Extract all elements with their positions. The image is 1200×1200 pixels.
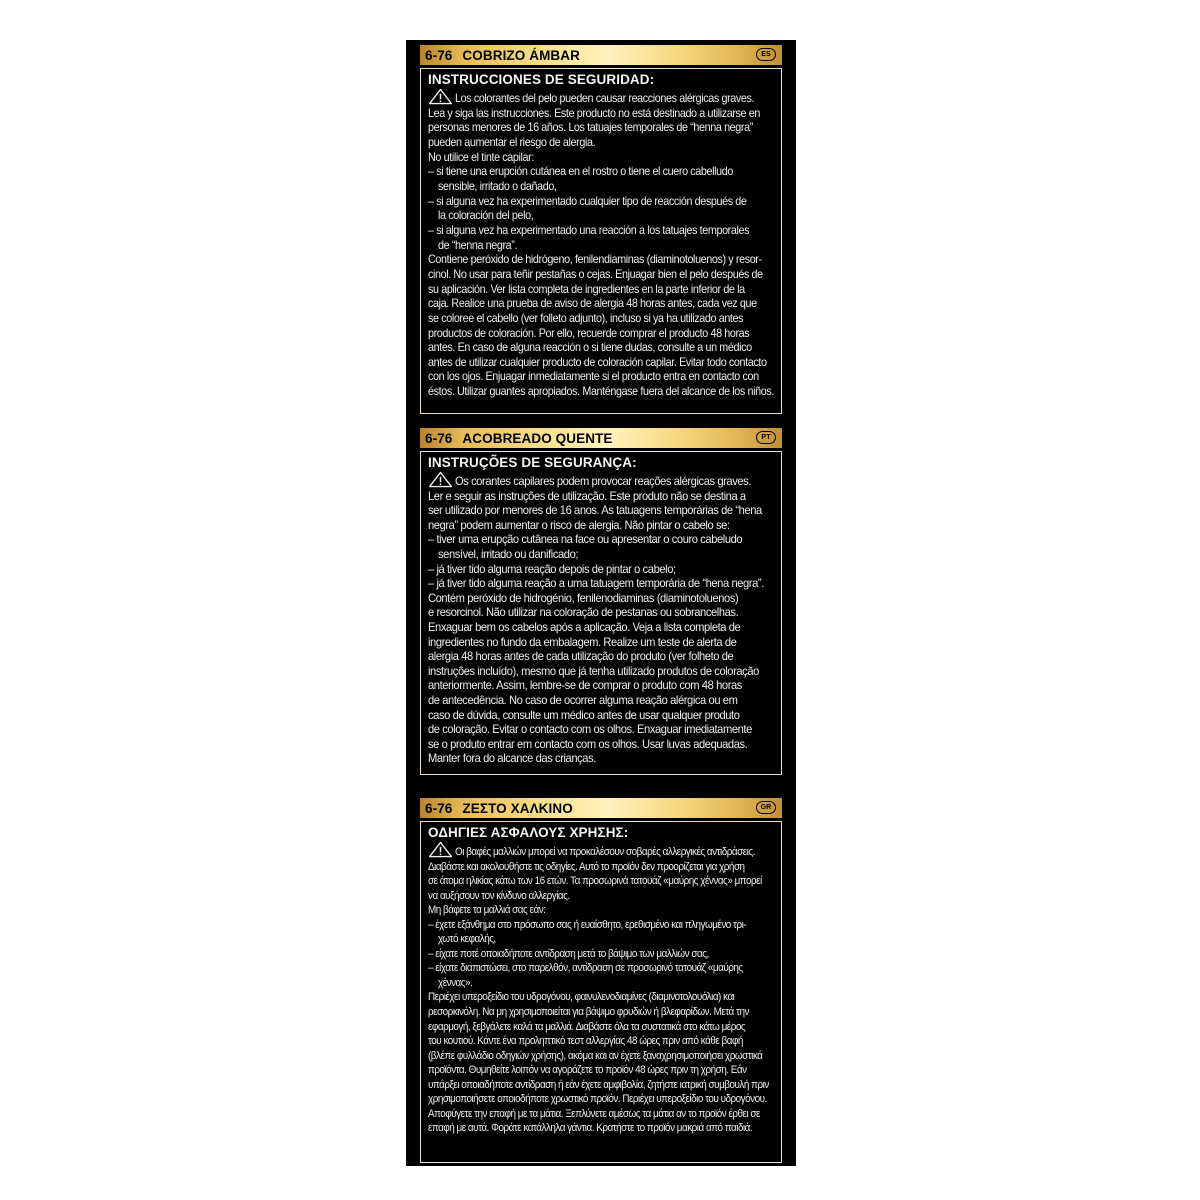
warning-triangle-icon	[428, 88, 453, 105]
text-line	[428, 693, 774, 708]
language-badge: ES	[756, 48, 776, 61]
text-line	[428, 1092, 774, 1107]
text-line	[428, 932, 774, 947]
text-line-content: negra” podem aumentar o risco de alergia. Não pintar o cabelo se:	[428, 517, 730, 532]
text-line-content: productos de coloración. Por ello, recuerde comprar el producto 48 horas	[428, 326, 750, 340]
text-line-content: antes. En caso de alguna reacción o si tiene dudas, consulte a un médico	[428, 341, 752, 355]
text-line	[428, 605, 774, 620]
text-line	[428, 356, 774, 371]
text-line	[428, 947, 774, 962]
text-line	[428, 860, 774, 875]
text-line	[428, 283, 774, 298]
safety-text	[428, 471, 774, 766]
text-line-content: να αυξήσουν τον κίνδυνο αλλεργίας.	[428, 889, 570, 902]
shade-name: COBRIZO ÁMBAR	[462, 47, 580, 63]
language-badge: GR	[756, 801, 776, 814]
text-line	[428, 209, 774, 224]
text-line-content: de coloração. Evitar o contacto com os olhos. Enxaguar imediatamente	[428, 722, 752, 737]
text-line	[428, 165, 774, 180]
text-line-content: – já tiver tido alguma reação a uma tatuagem temporária de “hena negra”.	[428, 576, 764, 591]
text-line-content: antes de utilizar cualquier producto de coloración capilar. Evitar todo contacto	[428, 355, 767, 369]
text-line	[428, 327, 774, 342]
text-line-content: – já tiver tido alguma reação depois de pintar o cabelo;	[428, 561, 676, 576]
text-line-content: – έχετε εξάνθημα στο πρόσωπο σας ή ευαίσθητο, ερεθισμένο και πληγωμένο τρι-	[428, 918, 747, 931]
text-line	[428, 841, 774, 860]
safety-title: INSTRUCCIONES DE SEGURIDAD:	[428, 72, 655, 87]
text-line	[428, 1034, 774, 1049]
text-line	[428, 620, 774, 635]
safety-text	[428, 841, 774, 1136]
text-line-content: (βλέπε φυλλάδιο οδηγιών χρήσης), ακόμα και αν έχετε ξαναχρησιμοποιήσει χρωστικά	[428, 1049, 763, 1062]
shade-code: 6-76	[425, 47, 453, 63]
text-line	[428, 649, 774, 664]
text-line-content: se coloree el cabello (ver folleto adjunto), incluso si ya ha utilizado antes	[428, 311, 744, 325]
text-line-content: – tiver uma erupção cutânea na face ou apresentar o couro cabeludo	[428, 532, 743, 547]
shade-header	[420, 798, 782, 818]
text-line	[428, 370, 774, 385]
safety-box	[420, 451, 782, 775]
text-line-content: caja. Realice una prueba de aviso de alergia 48 horas antes, cada vez que	[428, 297, 757, 311]
text-line	[428, 576, 774, 591]
text-line	[428, 1020, 774, 1035]
text-line-content: pueden aumentar el riesgo de alergia.	[428, 135, 596, 149]
text-line	[428, 903, 774, 918]
text-line	[428, 737, 774, 752]
section-es	[420, 45, 782, 414]
text-line	[428, 268, 774, 283]
text-line-content: cinol. No usar para teñir pestañas o cejas. Enjuagar bien el pelo después de	[428, 267, 763, 281]
text-line-content: la coloración del pelo,	[438, 209, 534, 223]
text-line	[428, 1121, 774, 1136]
text-line-content: caso de dúvida, consulte um médico antes de usar qualquer produto	[428, 707, 740, 722]
text-line-content: χέννας».	[438, 976, 473, 989]
text-line-content: – είχατε ποτέ οποιαδήποτε αντίδραση μετά το βάψιμο των μαλλιών σας,	[428, 947, 709, 960]
shade-name: ΖΕΣΤΟ ΧΑΛΚΙΝΟ	[462, 800, 573, 816]
text-line-content: su aplicación. Ver lista completa de ingredientes en la parte inferior de la	[428, 282, 745, 296]
text-line	[428, 547, 774, 562]
text-line	[428, 722, 774, 737]
text-line-content: ser utilizado por menores de 16 anos. As tatuagens temporárias de “hena	[428, 503, 762, 518]
text-line	[428, 708, 774, 723]
safety-box	[420, 68, 782, 414]
text-line	[428, 562, 774, 577]
text-line-content: sensível, irritado ou danificado;	[438, 546, 579, 561]
text-line-content: χωτό κεφαλής,	[438, 933, 496, 946]
text-line	[428, 532, 774, 547]
text-line-content: Lea y siga las instrucciones. Este producto no está destinado a utilizarse en	[428, 106, 760, 120]
text-line	[428, 918, 774, 933]
text-line-content: e resorcinol. Não utilizar na coloração de pestanas ou sobrancelhas.	[428, 605, 739, 620]
text-line-content: Os corantes capilares podem provocar reações alérgicas graves.	[455, 474, 752, 488]
text-line	[428, 874, 774, 889]
shade-header	[420, 45, 782, 65]
text-line-content: Αποφύγετε την επαφή με τα μάτια. Ξεπλύνετε αμέσως τα μάτια αν το προϊόν έρθει σε	[428, 1107, 760, 1120]
text-line-content: Περιέχει υπεροξείδιο του υδρογόνου, φαινυλενοδιαμίνες (διαμινοτολουόλια) και	[428, 991, 735, 1004]
text-line	[428, 678, 774, 693]
text-line-content: – si alguna vez ha experimentado cualquier tipo de reacción después de	[428, 194, 747, 208]
text-line	[428, 341, 774, 356]
safety-title: ΟΔΗΓΙΕΣ ΑΣΦΑΛΟΥΣ ΧΡΗΣΗΣ:	[428, 825, 629, 840]
text-line	[428, 239, 774, 254]
text-line-content: – si alguna vez ha experimentado una reacción a los tatuajes temporales	[428, 223, 750, 237]
text-line	[428, 489, 774, 504]
text-line-content: instruções incluído), mesmo que já tenha utilizado produtos de coloração	[428, 663, 759, 678]
text-line	[428, 195, 774, 210]
text-line-content: Los colorantes del pelo pueden causar reacciones alérgicas graves.	[455, 92, 755, 105]
shade-code: 6-76	[425, 800, 453, 816]
text-line-content: Manter fora do alcance das crianças.	[428, 751, 596, 766]
text-line-content: του κουτιού. Κάντε ένα προληπτικό τεστ αλλεργίας 48 ώρες πριν από κάθε βαφή	[428, 1035, 743, 1048]
text-line	[428, 151, 774, 166]
text-line-content: Οι βαφές μαλλιών μπορεί να προκαλέσουν σοβαρές αλλεργικές αντιδράσεις.	[455, 846, 755, 858]
text-line-content: sensible, irritado o dañado,	[438, 179, 557, 193]
text-line	[428, 136, 774, 151]
shade-code: 6-76	[425, 430, 453, 446]
text-line-content: alergia 48 horas antes de cada utilização do produto (ver folheto de	[428, 649, 734, 664]
text-line-content: εφαρμογή, ξεβγάλετε καλά τα μαλλιά. Διαβάστε όλα τα συστατικά στο κάτω μέρος	[428, 1020, 746, 1033]
text-line	[428, 889, 774, 904]
text-line-content: Contiene peróxido de hidrógeno, fenilendiaminas (diaminotoluenos) y resor-	[428, 253, 762, 267]
safety-title: INSTRUÇÕES DE SEGURANÇA:	[428, 455, 637, 470]
text-line-content: Enxaguar bem os cabelos após a aplicação. Veja a lista completa de	[428, 619, 741, 634]
text-line-content: υπάρξει οποιαδήποτε αντίδραση ή εάν έχετε αμφιβολία, ζητήστε ιατρική συμβουλή πριν	[428, 1078, 769, 1091]
section-gr	[420, 798, 782, 1163]
text-line	[428, 121, 774, 136]
section-pt	[420, 428, 782, 775]
text-line	[428, 635, 774, 650]
text-line	[428, 180, 774, 195]
text-line-content: anteriormente. Assim, lembre-se de comprar o produto com 48 horas	[428, 678, 742, 693]
text-line-content: de antecedência. No caso de ocorrer alguma reação alérgica ou em	[428, 692, 738, 707]
text-line-content: de “henna negra”.	[438, 238, 518, 252]
text-line	[428, 88, 774, 107]
text-line-content: con los ojos. Enjuagar inmediatamente si el producto entra en contacto con	[428, 370, 759, 384]
text-line	[428, 253, 774, 268]
text-line	[428, 1078, 774, 1093]
text-line	[428, 976, 774, 991]
text-line	[428, 297, 774, 312]
language-badge: PT	[756, 431, 776, 444]
text-line	[428, 471, 774, 489]
text-line-content: Contém peróxido de hidrogénio, fenilenodiaminas (diaminotoluenos)	[428, 590, 739, 605]
shade-name: ACOBREADO QUENTE	[462, 430, 613, 446]
text-line-content: se o produto entrar em contacto com os olhos. Usar luvas adequadas.	[428, 736, 748, 751]
text-line	[428, 664, 774, 679]
text-line-content: επαφή με αυτά. Φοράτε κατάλληλα γάντια. Κρατήστε το προϊόν μακριά από παιδιά.	[428, 1122, 753, 1135]
text-line	[428, 751, 774, 766]
text-line-content: personas menores de 16 años. Los tatuajes temporales de “henna negra”	[428, 121, 753, 135]
label-panel	[406, 40, 796, 1166]
text-line-content: Μη βάφετε τα μαλλιά σας εάν:	[428, 904, 546, 917]
text-line	[428, 385, 774, 400]
text-line-content: No utilice el tinte capilar:	[428, 150, 534, 164]
text-line	[428, 591, 774, 606]
text-line-content: Διαβάστε και ακολουθήστε τις οδηγίες. Αυτό το προϊόν δεν προορίζεται για χρήση	[428, 860, 745, 873]
text-line	[428, 224, 774, 239]
text-line-content: – είχατε διαπιστώσει, στο παρελθόν, αντίδραση σε προσωρινό τατουάζ «μαύρης	[428, 962, 743, 975]
text-line-content: σε άτομα ηλικίας κάτω των 16 ετών. Τα προσωρινά τατουάζ «μαύρης χέννας» μπορεί	[428, 875, 762, 888]
text-line	[428, 1049, 774, 1064]
text-line	[428, 518, 774, 533]
text-line	[428, 1107, 774, 1122]
text-line	[428, 107, 774, 122]
shade-header	[420, 428, 782, 448]
text-line	[428, 312, 774, 327]
text-line-content: ρεσορκινόλη. Να μη χρησιμοποιείται για βάψιμο φρυδιών ή βλεφαρίδων. Μετά την	[428, 1006, 749, 1019]
text-line	[428, 1063, 774, 1078]
text-line-content: Ler e seguir as instruções de utilização. Este produto não se destina a	[428, 488, 746, 503]
text-line	[428, 990, 774, 1005]
text-line-content: χρησιμοποιήσετε οποιοδήποτε χρωστικό προϊόν. Περιέχει υπεροξείδιο του υδρογόνου.	[428, 1093, 767, 1106]
safety-box	[420, 821, 782, 1163]
text-line-content: – si tiene una erupción cutánea en el rostro o tiene el cuero cabelludo	[428, 165, 733, 179]
safety-text	[428, 88, 774, 400]
text-line	[428, 961, 774, 976]
text-line-content: ingredientes no fundo da embalagem. Realize um teste de alerta de	[428, 634, 737, 649]
warning-triangle-icon	[428, 471, 453, 488]
text-line-content: éstos. Utilizar guantes apropiados. Manténgase fuera del alcance de los niños.	[428, 385, 774, 399]
text-line	[428, 503, 774, 518]
warning-triangle-icon	[428, 841, 453, 858]
text-line	[428, 1005, 774, 1020]
text-line-content: προϊόντα. Θυμηθείτε λοιπόν να αγοράζετε το προϊόν 48 ώρες πριν τη χρήση. Εάν	[428, 1064, 747, 1077]
